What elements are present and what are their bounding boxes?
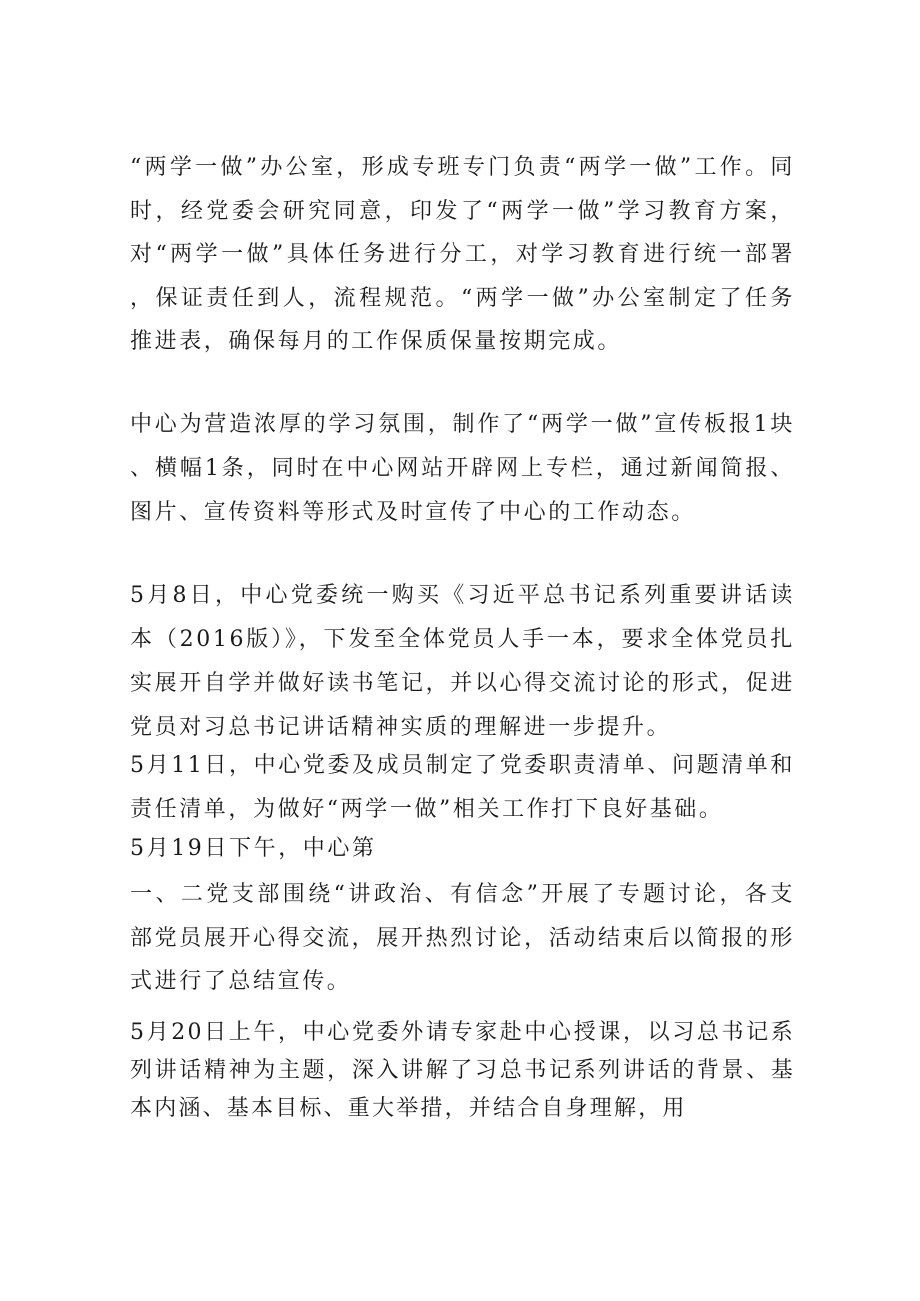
- paragraph-publicity: 中心为营造浓厚的学习氛围，制作了“两学一做”宣传板报1块、横幅1条，同时在中心网站开辟网上专栏，通过新闻简报、图片、宣传资料等形式及时宣传了中心的工作动态。: [130, 412, 795, 525]
- paragraph-may-20: 5月20日上午，中心党委外请专家赴中心授课，以习总书记系列讲话精神为主题，深入讲解了习总书记系列讲话的背景、基本内涵、基本目标、重大举措，并结合自身理解，用: [130, 1020, 795, 1121]
- paragraph-office-setup: “两学一做”办公室，形成专班专门负责“两学一做”工作。同时，经党委会研究同意，印发了“两学一做”学习教育方案，对“两学一做”具体任务进行分工，对学习教育进行统一部署，保证责任到人，流程规范。“两学一做”办公室制定了任务推进表，确保每月的工作保质保量按期完成。: [130, 155, 795, 355]
- paragraph-may-11: 5月11日，中心党委及成员制定了党委职责清单、问题清单和责任清单，为做好“两学一做”相关工作打下良好基础。: [130, 753, 795, 822]
- paragraph-may-19: 5月19日下午，中心第: [130, 836, 377, 861]
- paragraph-may-8: 5月8日，中心党委统一购买《习近平总书记系列重要讲话读本（2016版）》，下发至全体党员人手一本，要求全体党员扎实展开自学并做好读书笔记，并以心得交流讨论的形式，促进党员对习总书记讲话精神实质的理解进一步提升。: [130, 583, 795, 740]
- paragraph-branch-discussion: 一、二党支部围绕“讲政治、有信念”开展了专题讨论，各支部党员展开心得交流，展开热烈讨论，活动结束后以简报的形式进行了总结宣传。: [130, 882, 795, 994]
